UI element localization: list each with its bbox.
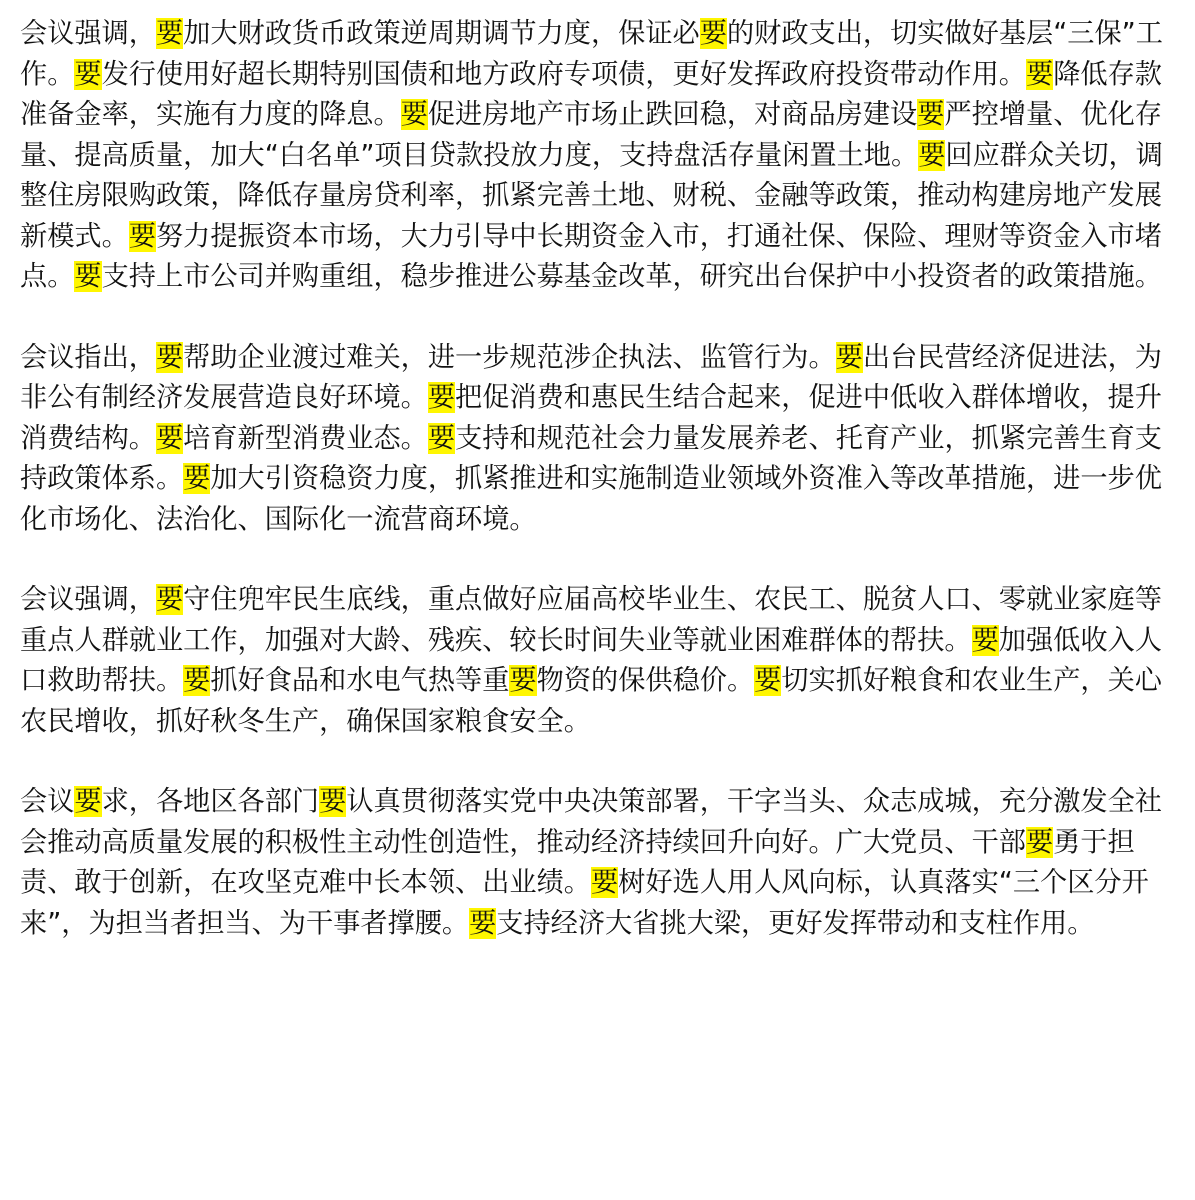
highlighted-keyword: 要 xyxy=(74,58,102,90)
highlighted-keyword: 要 xyxy=(427,422,456,454)
highlighted-keyword: 要 xyxy=(918,139,946,171)
text-run: 求，各地区各部门 xyxy=(101,786,320,817)
highlighted-keyword: 要 xyxy=(427,382,456,413)
highlighted-keyword: 要 xyxy=(155,18,184,49)
highlighted-keyword: 要 xyxy=(590,867,619,898)
text-run: 的财政支出，切实做好基层“三保”工作。 xyxy=(20,18,1163,90)
text-run: 努力提振资本市场，大力引导中长期资金入市，打通社保、保险、理财等资金入市堵点。 xyxy=(20,220,1162,292)
text-run: 勇于担责、敢于创新，在攻坚克难中长本领、出业绩。 xyxy=(20,826,1135,898)
text-run: 认真贯彻落实党中央决策部署，干字当头、众志成城，充分激发全社会推动高质量发展的积极性主动性创造性，推动经济持续回升向好。广大党员、干部 xyxy=(20,786,1162,858)
highlighted-keyword: 要 xyxy=(155,422,184,454)
highlighted-keyword: 要 xyxy=(509,665,537,696)
highlighted-keyword: 要 xyxy=(1025,826,1054,858)
highlighted-keyword: 要 xyxy=(319,786,347,817)
text-run: 支持和规范社会力量发展养老、托育产业，抓紧完善生育支持政策体系。 xyxy=(20,422,1162,494)
highlighted-keyword: 要 xyxy=(699,18,727,49)
text-run: 加大引资稳资力度，抓紧推进和实施制造业领域外资准入等改革措施，进一步优化市场化、法治化、国际化一流营商环境。 xyxy=(20,463,1162,535)
text-run: 出台民营经济促进法，为非公有制经济发展营造良好环境。 xyxy=(20,341,1162,413)
paragraph xyxy=(20,580,1181,742)
highlighted-keyword: 要 xyxy=(917,99,945,130)
text-run: 会议指出， xyxy=(20,341,156,373)
text-run: 促进房地产市场止跌回稳，对商品房建设 xyxy=(427,99,918,130)
highlighted-keyword: 要 xyxy=(183,665,211,696)
highlighted-keyword: 要 xyxy=(400,99,428,130)
highlighted-keyword: 要 xyxy=(1025,58,1054,90)
highlighted-keyword: 要 xyxy=(469,907,497,939)
text-run: 切实抓好粮食和农业生产，关心农民增收，抓好秋冬生产，确保国家粮食安全。 xyxy=(20,665,1162,737)
text-run: 回应群众关切，调整住房限购政策，降低存量房贷利率，抓紧完善土地、财税、金融等政策，推动构建房地产发展新模式。 xyxy=(20,139,1163,252)
text-run: 降低存款准备金率，实施有力度的降息。 xyxy=(20,58,1162,130)
highlighted-keyword: 要 xyxy=(183,463,211,494)
text-run: 加强低收入人口救助帮扶。 xyxy=(20,624,1162,696)
document-body xyxy=(20,14,1181,944)
highlighted-keyword: 要 xyxy=(835,341,863,373)
paragraph xyxy=(20,14,1181,298)
highlighted-keyword: 要 xyxy=(971,624,999,656)
highlighted-keyword: 要 xyxy=(74,786,102,817)
highlighted-keyword: 要 xyxy=(754,665,782,696)
text-run: 发行使用好超长期特别国债和地方政府专项债，更好发挥政府投资带动作用。 xyxy=(101,58,1026,90)
text-run: 严控增量、优化存量、提高质量，加大“白名单”项目贷款投放力度，支持盘活存量闲置土地。 xyxy=(20,99,1162,171)
text-run: 会议 xyxy=(20,786,75,817)
text-run: 会议强调， xyxy=(20,18,156,49)
highlighted-keyword: 要 xyxy=(155,341,184,373)
text-run: 物资的保供稳价。 xyxy=(536,665,755,696)
text-run: 培育新型消费业态。 xyxy=(183,422,428,454)
paragraph xyxy=(20,338,1181,541)
text-run: 守住兜牢民生底线，重点做好应届高校毕业生、农民工、脱贫人口、零就业家庭等重点人群就业工作，加强对大龄、残疾、较长时间失业等就业困难群体的帮扶。 xyxy=(20,584,1162,656)
highlighted-keyword: 要 xyxy=(74,261,102,292)
text-run: 抓好食品和水电气热等重 xyxy=(210,665,510,696)
text-run: 会议强调， xyxy=(20,584,156,615)
text-run: 树好选人用人风向标，认真落实“三个区分开来”，为担当者担当、为干事者撑腰。 xyxy=(20,867,1149,939)
text-run: 支持上市公司并购重组，稳步推进公募基金改革，研究出台保护中小投资者的政策措施。 xyxy=(101,261,1162,292)
text-run: 把促消费和惠民生结合起来，促进中低收入群体增收，提升消费结构。 xyxy=(20,382,1162,454)
text-run: 支持经济大省挑大梁，更好发挥带动和支柱作用。 xyxy=(496,907,1095,939)
text-run: 加大财政货币政策逆周期调节力度，保证必 xyxy=(183,18,700,49)
text-run: 帮助企业渡过难关，进一步规范涉企执法、监管行为。 xyxy=(183,341,836,373)
highlighted-keyword: 要 xyxy=(155,584,184,615)
highlighted-keyword: 要 xyxy=(128,220,156,252)
paragraph xyxy=(20,782,1181,944)
